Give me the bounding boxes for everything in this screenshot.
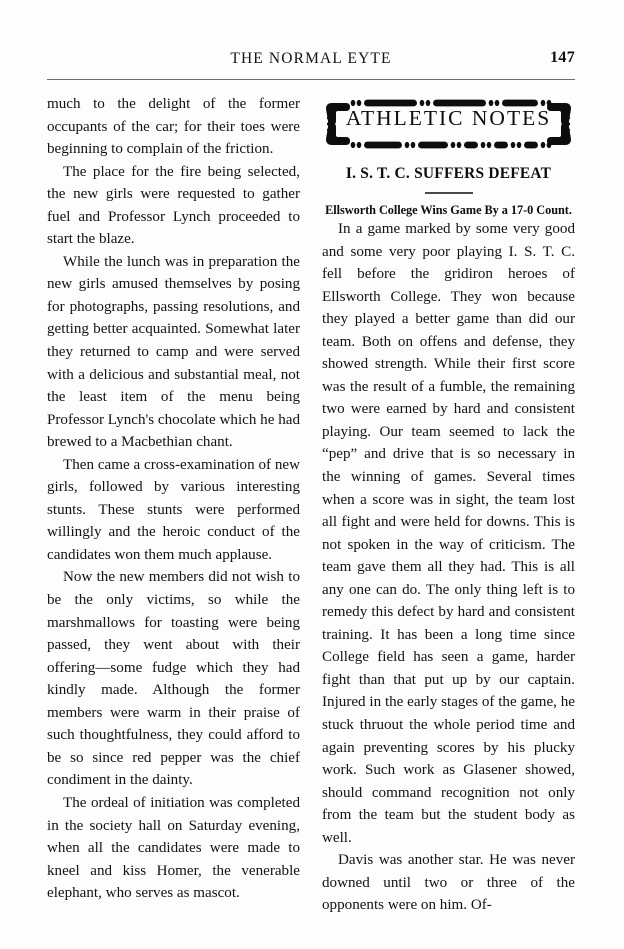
paragraph: much to the delight of the former occupants of the car; for their toes were beginning to complain of the friction. [47, 96, 300, 158]
left-column [47, 93, 300, 905]
header-divider-rule [47, 79, 575, 80]
headline-divider-rule [425, 192, 473, 194]
article-headline: I. S. T. C. SUFFERS DEFEAT [345, 165, 552, 182]
athletic-notes-masthead [322, 93, 575, 155]
running-head [47, 50, 575, 72]
publication-title: THE NORMAL EYTE [230, 50, 392, 67]
masthead-title: ATHLETIC NOTES [345, 106, 552, 130]
paragraph: Then came a cross-examination of new girls, followed by various interesting stunts. These stunts were performed willingly and the heroic conduct of the candidates won them much applause. [47, 456, 300, 563]
article-subhead: Ellsworth College Wins Game By a 17-0 Count. [325, 203, 572, 217]
paragraph: While the lunch was in preparation the new girls amused themselves by posing for photographs, passing resolutions, and getting better acquainted. Somewhat later they returned to camp and were served with a delicious and substantial meal, not the least item of the menu being Professor Lynch's chocolate which he had brewed to a Macbethian chant. [47, 253, 300, 451]
right-column [322, 93, 575, 917]
page-number: 147 [550, 49, 575, 66]
paragraph: Now the new members did not wish to be the only victims, so while the marshmallows for toasting were being passed, they went about with their offering—some fudge which they had kindly made. Although the former members were warm in their praise of such thoughtfulness, they could afford to be so since red pepper was the chief condiment in the dainty. [47, 569, 300, 789]
two-column-body [47, 93, 575, 938]
paragraph: The place for the fire being selected, the new girls were requested to gather fuel and Professor Lynch proceeded to start the blaze. [47, 163, 300, 248]
paragraph: The ordeal of initiation was completed in the society hall on Saturday evening, when all the candidates were made to kneel and kiss Homer, the venerable elephant, who serves as mascot. [47, 794, 300, 902]
paragraph: In a game marked by some very good and some very poor playing I. S. T. C. fell before the gridiron heroes of Ellsworth College. They won because they played a better game than did our team. Both on offens and defense, they showed strength. While their first score was the result of a fumble, the remaining two were earned by hard and consistent playing. Our team seemed to lack the “pep” and drive that is so necessary in the winning of games. Several times when a score was in sight, the team lost all fight and were held for downs. This is not spoken in the way of criticism. The team gave them all they had. This is all any one can do. The only thing left is to remedy this defect by hard and consistent training. It has been a long time since College field has seen a game, harder fight than that put up by our captain. Injured in the early stages of the game, he stuck thruout the whole period time and again preventing scores by his plucky work. Such work as Glasener showed, should command recognition not only from the team but the student body as well. [322, 221, 575, 846]
paragraph: Davis was another star. He was never downed until two or three of the opponents were on him. Of- [322, 852, 575, 914]
